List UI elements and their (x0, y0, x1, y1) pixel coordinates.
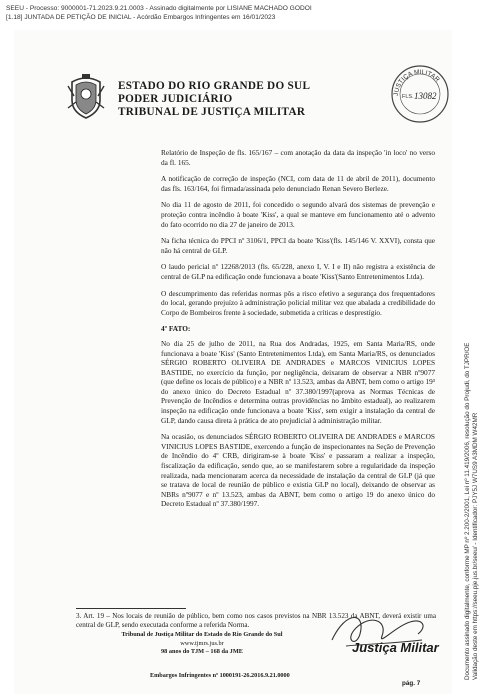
paragraph: A notificação de correção de inspeção (NCI, com data de 11 de abril de 2011), documento das fls. 163/164, foi firmada/assinada pelo denunciado Renan Severo Berleze. (161, 174, 435, 193)
paragraph: O laudo pericial nº 12268/2013 (fls. 65/228, anexo I, V. I e II) não registra a existência de central de GLP na edificação onde funcionava a boate 'Kiss'(Santo Entretenimentos Ltda). (161, 262, 435, 281)
footnote-divider (76, 608, 186, 609)
stamp-text: JUSTIÇA MILITAR (392, 68, 441, 97)
page-number: pág. 7 (402, 680, 421, 687)
paragraph: Na ficha técnica do PPCI nº 3106/1, PPCI da boate 'Kiss'(fls. 145/146 V. XXVI), consta que não há central de GLP. (161, 236, 435, 255)
paragraph: O descumprimento das referidas normas pôs a risco efetivo a segurança dos frequentadores do local, gerando prejuízo à administração policial militar vez que abalada a credibilidade do Corpo de Bombeiros frente à sociedade, submetida a críticas e desprestígio. (161, 288, 435, 317)
side-note-line-2: Validação deste em https://seeu.pje.jus.br/seeu/ - Identificador: PJY5J W7US9 A3MDM W42MR (472, 412, 479, 680)
page-number-stamp (390, 64, 450, 124)
handwritten-signature (326, 600, 436, 670)
stamp-page-number: 13082 (414, 91, 437, 101)
paragraph: Na ocasião, os denunciados SÉRGIO ROBERTO OLIVEIRA DE ANDRADES e MARCOS VINICIUS LOPES BASTIDE, exercendo a função de inspecionantes na Seção de Prevenção de Incêndio do 4º CRB, dirigiram-se à boate 'Kiss' e passaram a realizar a inspeção, fiscalização da edificação, sendo que, ao se manifestarem sobre a regularidade da inspeção realizada, nada mencionaram acerca da necessidade de instalação da central de GLP (já que se tratava de local de reunião de público e existia GLP no local), deixando de observar as NBRs nº9077 e nº 13.523, ambas da ABNT, bem como o artigo 19 do anexo único do Decreto Estadual nº 37.380/1997. (161, 432, 435, 509)
justica-militar-logo: Justiça Militar (352, 640, 439, 655)
seeu-header-line-1: SEEU - Processo: 9000001-71.2023.9.21.0003 - Assinado digitalmente por LISIANE MACHADO GODOI (6, 5, 312, 12)
judiciary-heading: PODER JUDICIÁRIO (118, 93, 233, 105)
section-heading: 4º FATO: (161, 324, 191, 334)
stamp-fls-label: FLS. (402, 94, 414, 100)
footer-case-number: Embargos Infringentes nº 1000191-26.2016.9.21.0000 (150, 672, 290, 679)
court-heading: TRIBUNAL DE JUSTIÇA MILITAR (118, 106, 306, 118)
footer-court-name: Tribunal de Justiça Militar do Estado do Rio Grande do Sul (121, 631, 283, 638)
document-body (161, 148, 435, 516)
paragraph: No dia 11 de agosto de 2011, foi concedido o segundo alvará dos sistemas de prevenção e proteção contra incêndio à boate 'Kiss', a qual se manteve em funcionamento até o advento do fato ocorrido no dia 27 de janeiro de 2013. (161, 200, 435, 229)
footer-anniversary: 98 anos do TJM – 168 da JME (161, 648, 243, 655)
state-coat-of-arms-icon (64, 72, 108, 120)
state-name-heading: ESTADO DO RIO GRANDE DO SUL (118, 80, 311, 92)
paragraph: Relatório de Inspeção de fls. 165/167 – com anotação da data da inspeção 'in loco' no verso da fl. 165. (161, 148, 435, 167)
digital-signature-side-note (462, 180, 479, 680)
side-note-line-1: Documento assinado digitalmente, conforme MP nº 2.200-2/2001, Lei nº 11.419/2006, resolução do Projudi, do TJPR/OE (464, 342, 471, 680)
footer-website-link[interactable]: www.tjmrs.jus.br (180, 640, 224, 647)
paragraph: No dia 25 de julho de 2011, na Rua dos Andradas, 1925, em Santa Maria/RS, onde funcionava a boate 'Kiss' (Santo Entretenimentos Ltda), em Santa Maria/RS, os denunciados SÉRGIO ROBERTO OLIVEIRA DE ANDRADES e MARCOS VINICIUS LOPES BASTIDE, no exercício da função, por negligência, deixaram de observar a NBR nº9077 (que define os locais de público) e a NBR nº 13.523, ambas da ABNT, bem como o artigo 19³ do anexo único do Decreto Estadual nº 37.380/1997(aprova as Normas Técnicas de Prevenção de Incêndios e determina outras providências no âmbito estadual), ao realizarem inspeção na edificação onde funcionava a boate 'Kiss', sem exigir a instalação da central de GLP, dando causa direta à prática de ato prejudicial à administração militar. (161, 338, 435, 425)
seeu-header-line-2: [1.18] JUNTADA DE PETIÇÃO DE INICIAL - Acórdão Embargos Infringentes em 16/01/2023 (6, 14, 276, 21)
footnote: 3. Art. 19 – Nos locais de reunião de público, bem como nos casos previstos na NBR 13.523 da ABNT, deverá existir uma central de GLP, sendo executada conforme a referida Norma. (76, 612, 436, 629)
